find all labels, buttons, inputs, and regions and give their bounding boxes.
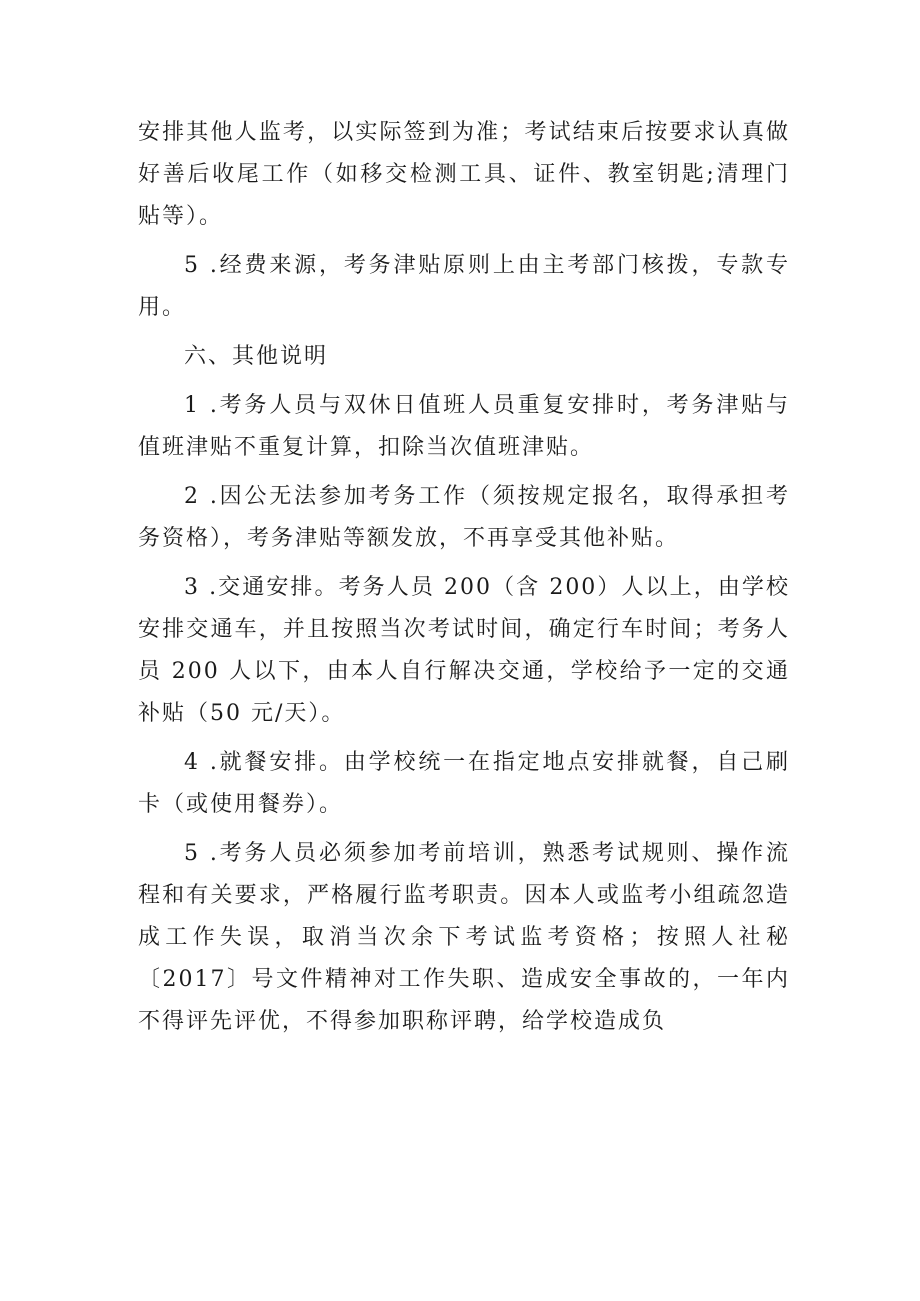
paragraph-exam-duties: 安排其他人监考，以实际签到为准；考试结束后按要求认真做好善后收尾工作（如移交检测工具、证件、教室钥匙;清理门贴等）。	[138, 120, 790, 229]
document-body	[138, 112, 790, 1050]
list-item: 1 .考务人员与双休日值班人员重复安排时，考务津贴与值班津贴不重复计算，扣除当次值班津贴。	[138, 393, 790, 460]
paragraph-funding-source: 5 .经费来源，考务津贴原则上由主考部门核拨，专款专用。	[138, 253, 790, 320]
section-heading-other-notes: 六、其他说明	[184, 344, 329, 369]
list-item: 3 .交通安排。考务人员 200（含 200）人以上，由学校安排交通车，并且按照当次考试时间，确定行车时间；考务人员 200 人以下，由本人自行解决交通，学校给予一定的交通补贴（50 元/天）。	[138, 575, 790, 726]
list-item: 5 .考务人员必须参加考前培训，熟悉考试规则、操作流程和有关要求，严格履行监考职责。因本人或监考小组疏忽造成工作失误，取消当次余下考试监考资格；按照人社秘〔2017〕号文件精神对工作失职、造成安全事故的，一年内不得评先评优，不得参加职称评聘，给学校造成负	[138, 841, 790, 1034]
list-item: 4 .就餐安排。由学校统一在指定地点安排就餐，自己刷卡（或使用餐券）。	[138, 750, 790, 817]
list-item: 2 .因公无法参加考务工作（须按规定报名，取得承担考务资格），考务津贴等额发放，不再享受其他补贴。	[138, 484, 790, 551]
